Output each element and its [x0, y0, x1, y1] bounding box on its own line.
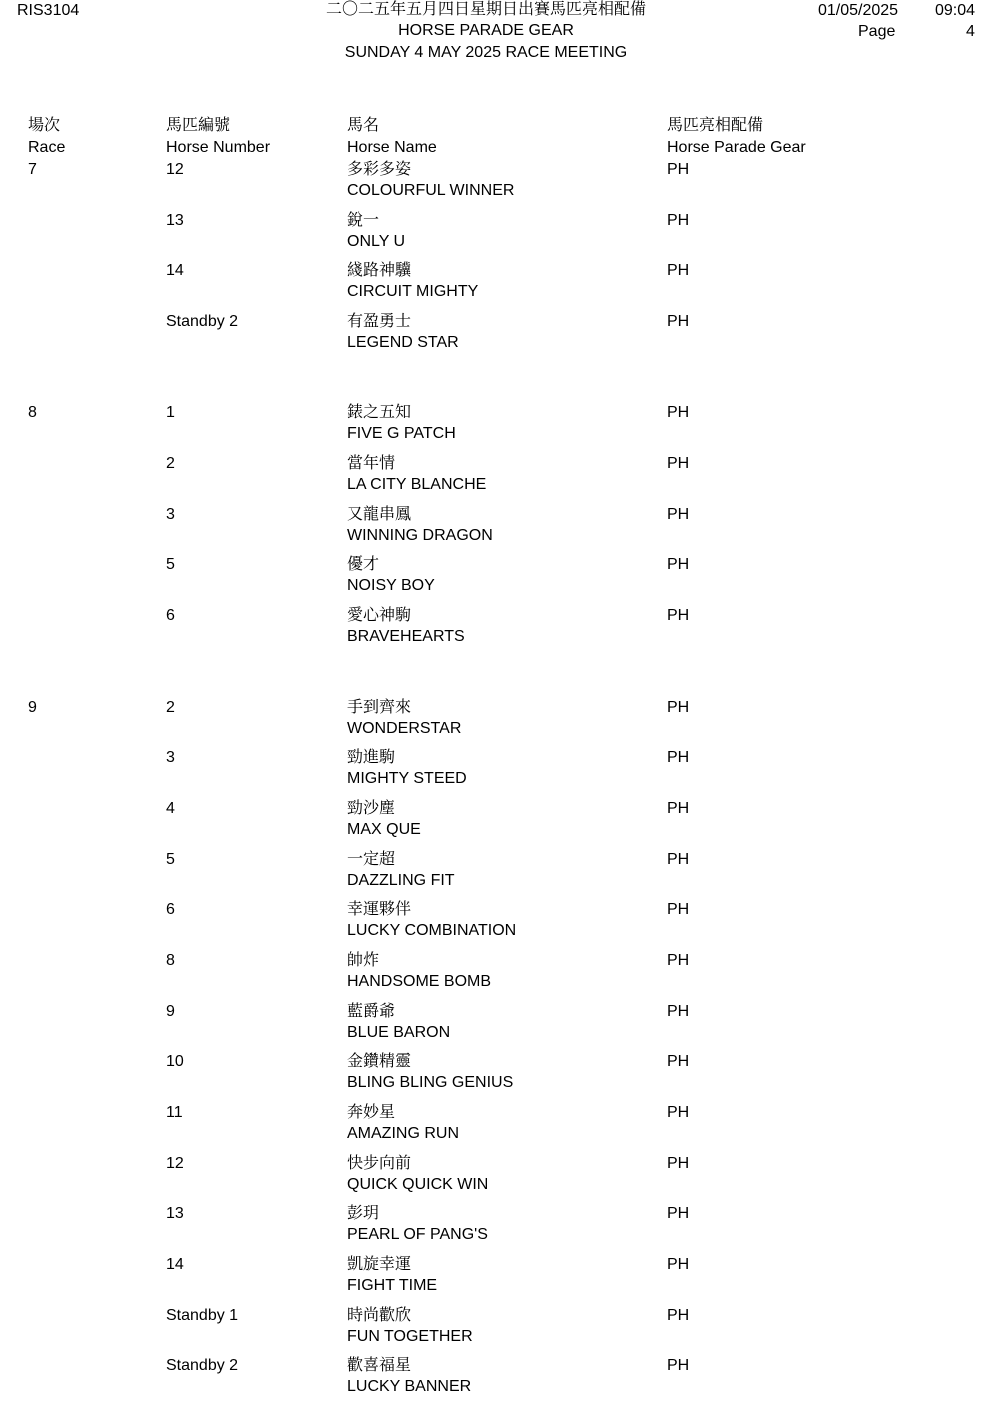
column-header-race-zh: 場次 [28, 117, 61, 134]
parade-gear: PH [667, 1003, 690, 1020]
column-header-horse-number-zh: 馬匹編號 [166, 117, 231, 134]
parade-gear: PH [667, 1256, 690, 1273]
horse-number: 2 [166, 699, 175, 716]
horse-name-zh: 銳一 [347, 212, 380, 229]
horse-name [347, 1305, 473, 1347]
parade-gear: PH [667, 313, 690, 330]
parade-gear: PH [667, 1357, 690, 1374]
parade-gear: PH [667, 699, 690, 716]
horse-name [347, 554, 435, 596]
horse-name-zh: 彭玥 [347, 1205, 380, 1222]
horse-name-zh: 愛心神駒 [347, 607, 412, 624]
column-header-gear-zh: 馬匹亮相配備 [667, 117, 764, 134]
horse-name [347, 453, 486, 495]
page-number: 4 [966, 23, 975, 40]
horse-name [347, 798, 421, 840]
horse-name-en: AMAZING RUN [347, 1125, 459, 1142]
horse-number: 13 [166, 1205, 184, 1222]
horse-number: 4 [166, 800, 175, 817]
horse-name-zh: 一定超 [347, 851, 396, 868]
horse-number: 5 [166, 556, 175, 573]
horse-name [347, 311, 459, 353]
horse-name-en: MAX QUE [347, 821, 421, 838]
horse-name-zh: 勁進駒 [347, 749, 396, 766]
horse-name [347, 1051, 513, 1093]
horse-name-zh: 時尚歡欣 [347, 1307, 412, 1324]
horse-number: 6 [166, 607, 175, 624]
table-row [0, 1001, 1000, 1045]
table-row [0, 453, 1000, 497]
horse-name-zh: 歡喜福星 [347, 1357, 412, 1374]
table-row [0, 210, 1000, 254]
horse-name-en: LEGEND STAR [347, 334, 459, 351]
horse-name-en: FIGHT TIME [347, 1277, 438, 1294]
horse-name-en: LA CITY BLANCHE [347, 476, 487, 493]
horse-number: 12 [166, 1155, 184, 1172]
horse-name [347, 605, 465, 647]
report-title-zh: 二〇二五年五月四日星期日出賽馬匹亮相配備 [325, 1, 646, 18]
table-row [0, 1305, 1000, 1349]
horse-name-zh: 綫路神驥 [347, 262, 412, 279]
table-row [0, 1355, 1000, 1399]
horse-name-en: NOISY BOY [347, 577, 435, 594]
parade-gear: PH [667, 455, 690, 472]
table-row [0, 747, 1000, 791]
parade-gear: PH [667, 212, 690, 229]
parade-gear: PH [667, 800, 690, 817]
horse-number: Standby 1 [166, 1307, 239, 1324]
parade-gear: PH [667, 506, 690, 523]
horse-number: 1 [166, 404, 175, 421]
race-number: 8 [28, 404, 37, 421]
horse-name-zh: 又龍串鳳 [347, 506, 412, 523]
horse-number: 14 [166, 262, 184, 279]
table-row [0, 311, 1000, 355]
horse-name-zh: 有盈勇士 [347, 313, 412, 330]
horse-number: 5 [166, 851, 175, 868]
column-header-race: Race [28, 139, 66, 156]
horse-number: 13 [166, 212, 184, 229]
report-title-en: HORSE PARADE GEAR [398, 22, 574, 39]
table-row [0, 1203, 1000, 1247]
horse-name-en: FUN TOGETHER [347, 1328, 473, 1345]
horse-number: Standby 2 [166, 313, 239, 330]
parade-gear: PH [667, 1104, 690, 1121]
horse-name-en: ONLY U [347, 233, 406, 250]
horse-name-en: WONDERSTAR [347, 720, 462, 737]
horse-name [347, 210, 405, 252]
horse-name [347, 260, 478, 302]
horse-name-en: WINNING DRAGON [347, 527, 493, 544]
parade-gear: PH [667, 1053, 690, 1070]
horse-name [347, 504, 493, 546]
race-number: 9 [28, 699, 37, 716]
table-row [0, 697, 1000, 741]
horse-name-zh: 帥炸 [347, 952, 380, 969]
horse-name-zh: 當年情 [347, 455, 396, 472]
horse-name-en: CIRCUIT MIGHTY [347, 283, 479, 300]
column-header-horse-name: Horse Name [347, 139, 437, 156]
horse-number: 3 [166, 749, 175, 766]
report-code: RIS3104 [17, 2, 80, 19]
horse-number: 10 [166, 1053, 184, 1070]
horse-name-en: LUCKY COMBINATION [347, 922, 517, 939]
table-row [0, 554, 1000, 598]
horse-name-zh: 藍爵爺 [347, 1003, 396, 1020]
horse-name [347, 899, 516, 941]
horse-number: 3 [166, 506, 175, 523]
horse-name-en: QUICK QUICK WIN [347, 1176, 489, 1193]
race-number: 7 [28, 161, 37, 178]
parade-gear: PH [667, 556, 690, 573]
horse-number: 12 [166, 161, 184, 178]
parade-gear: PH [667, 262, 690, 279]
horse-name [347, 1153, 488, 1195]
report-subtitle: SUNDAY 4 MAY 2025 RACE MEETING [344, 44, 628, 61]
parade-gear: PH [667, 404, 690, 421]
horse-name [347, 1355, 471, 1397]
parade-gear: PH [667, 952, 690, 969]
parade-gear: PH [667, 851, 690, 868]
table-row [0, 1254, 1000, 1298]
horse-name [347, 747, 467, 789]
horse-name [347, 950, 491, 992]
table-row [0, 1051, 1000, 1095]
horse-name-en: COLOURFUL WINNER [347, 182, 515, 199]
horse-name-zh: 錶之五知 [347, 404, 412, 421]
parade-gear: PH [667, 901, 690, 918]
horse-name [347, 1102, 459, 1144]
table-row [0, 950, 1000, 994]
horse-number: 11 [166, 1104, 183, 1121]
table-row [0, 1153, 1000, 1197]
horse-name [347, 697, 461, 739]
horse-name-en: DAZZLING FIT [347, 872, 455, 889]
horse-name-zh: 多彩多姿 [347, 161, 412, 178]
table-row [0, 260, 1000, 304]
horse-name-en: BRAVEHEARTS [347, 628, 465, 645]
horse-name-zh: 凱旋幸運 [347, 1256, 412, 1273]
table-row [0, 849, 1000, 893]
horse-name-zh: 奔妙星 [347, 1104, 396, 1121]
horse-name [347, 1001, 450, 1043]
horse-name [347, 1203, 488, 1245]
horse-name-zh: 快步向前 [347, 1155, 412, 1172]
table-row [0, 605, 1000, 649]
horse-number: 2 [166, 455, 175, 472]
horse-name [347, 159, 514, 201]
report-time: 09:04 [935, 2, 976, 19]
horse-name-en: BLING BLING GENIUS [347, 1074, 514, 1091]
page-label: Page [858, 23, 896, 40]
parade-gear: PH [667, 1205, 690, 1222]
table-row [0, 159, 1000, 203]
table-row [0, 899, 1000, 943]
column-header-gear: Horse Parade Gear [667, 139, 806, 156]
horse-number: Standby 2 [166, 1357, 239, 1374]
horse-number: 8 [166, 952, 175, 969]
horse-name-en: BLUE BARON [347, 1024, 451, 1041]
horse-name [347, 402, 456, 444]
horse-number: 9 [166, 1003, 175, 1020]
table-row [0, 1102, 1000, 1146]
horse-name [347, 1254, 437, 1296]
parade-gear: PH [667, 607, 690, 624]
horse-name-zh: 金鑽精靈 [347, 1053, 412, 1070]
column-header-horse-number: Horse Number [166, 139, 271, 156]
parade-gear: PH [667, 1155, 690, 1172]
horse-name-zh: 優才 [347, 556, 380, 573]
horse-name-en: PEARL OF PANG'S [347, 1226, 488, 1243]
table-row [0, 402, 1000, 446]
table-row [0, 504, 1000, 548]
horse-name-en: FIVE G PATCH [347, 425, 456, 442]
horse-name [347, 849, 455, 891]
parade-gear: PH [667, 161, 690, 178]
horse-name-en: MIGHTY STEED [347, 770, 467, 787]
horse-name-zh: 手到齊來 [347, 699, 412, 716]
horse-number: 14 [166, 1256, 184, 1273]
horse-name-zh: 勁沙塵 [347, 800, 396, 817]
horse-name-en: HANDSOME BOMB [347, 973, 492, 990]
table-row [0, 798, 1000, 842]
horse-name-en: LUCKY BANNER [347, 1378, 472, 1395]
report-date: 01/05/2025 [818, 2, 899, 19]
parade-gear: PH [667, 1307, 690, 1324]
parade-gear: PH [667, 749, 690, 766]
column-header-horse-name-zh: 馬名 [347, 117, 380, 134]
horse-number: 6 [166, 901, 175, 918]
horse-name-zh: 幸運夥伴 [347, 901, 412, 918]
